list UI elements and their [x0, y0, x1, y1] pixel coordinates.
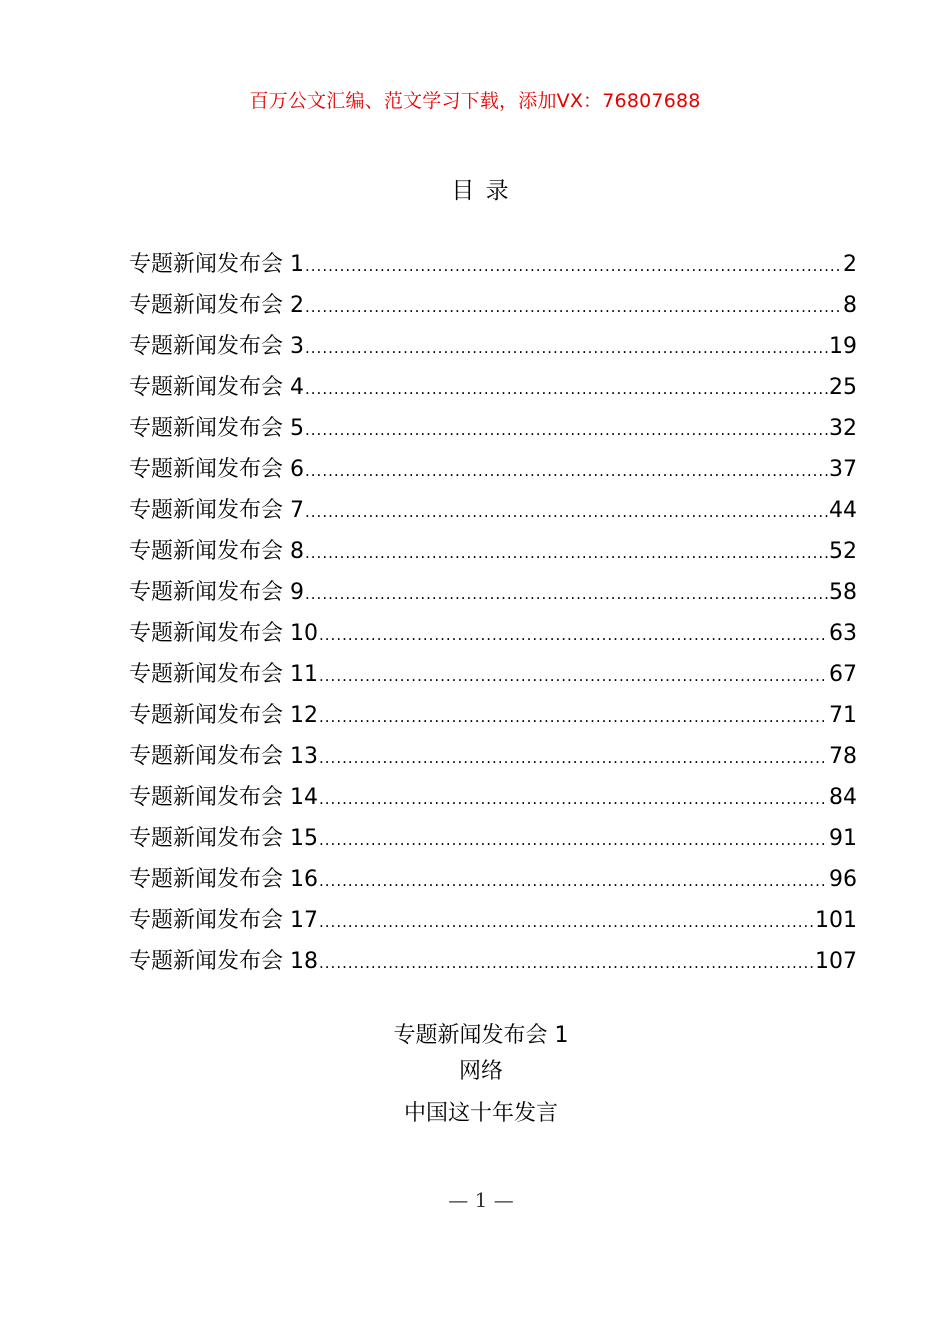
toc-entry[interactable]: [129, 905, 857, 946]
toc-page-number: 71: [829, 703, 857, 728]
toc-page-number: 91: [829, 826, 857, 851]
toc-entry-number: 9: [290, 580, 305, 605]
toc-page-number: 32: [829, 416, 857, 441]
toc-page-number: 101: [815, 908, 857, 933]
toc-dot-leader: [305, 414, 828, 446]
page-number: — 1 —: [448, 1188, 514, 1212]
toc-page-number: 58: [829, 580, 857, 605]
toc-page-number: 84: [829, 785, 857, 810]
toc-entry-label: 专题新闻发布会: [129, 867, 284, 892]
toc-entry-label: 专题新闻发布会: [129, 580, 284, 605]
toc-entry-label: 专题新闻发布会: [129, 416, 284, 441]
toc-entry-label: 专题新闻发布会: [129, 457, 284, 482]
toc-page-number: 2: [843, 252, 857, 277]
toc-entry-label: 专题新闻发布会: [129, 539, 284, 564]
toc-dot-leader: [319, 742, 828, 774]
toc-entry[interactable]: [129, 249, 857, 290]
toc-entry-label: 专题新闻发布会: [129, 621, 284, 646]
toc-entry-number: 2: [290, 293, 305, 318]
toc-entry-label: 专题新闻发布会: [129, 744, 284, 769]
toc-page-number: 44: [829, 498, 857, 523]
toc-entry-number: 5: [290, 416, 305, 441]
toc-entry[interactable]: [129, 290, 857, 331]
toc-entry-label: 专题新闻发布会: [129, 785, 284, 810]
toc-dot-leader: [319, 824, 828, 856]
toc-entry-number: 12: [290, 703, 319, 728]
toc-dot-leader: [305, 455, 828, 487]
toc-entry-number: 6: [290, 457, 305, 482]
toc-page-number: 8: [843, 293, 857, 318]
toc-entry-label: 专题新闻发布会: [129, 293, 284, 318]
toc-entry-number: 1: [290, 252, 305, 277]
toc-entry-number: 13: [290, 744, 319, 769]
toc-page-number: 67: [829, 662, 857, 687]
toc-dot-leader: [305, 291, 842, 323]
toc-page-number: 63: [829, 621, 857, 646]
toc-dot-leader: [319, 783, 828, 815]
toc-entry[interactable]: [129, 372, 857, 413]
toc-entry-label: 专题新闻发布会: [129, 334, 284, 359]
toc-page-number: 52: [829, 539, 857, 564]
toc-dot-leader: [319, 619, 828, 651]
toc-entry[interactable]: [129, 741, 857, 782]
toc-page-number: 96: [829, 867, 857, 892]
toc-entry[interactable]: [129, 782, 857, 823]
toc-entry[interactable]: [129, 536, 857, 577]
toc-entry-number: 8: [290, 539, 305, 564]
toc-dot-leader: [319, 660, 828, 692]
toc-dot-leader: [305, 537, 828, 569]
toc-dot-leader: [305, 373, 828, 405]
toc-entry[interactable]: [129, 454, 857, 495]
toc-entry-number: 4: [290, 375, 305, 400]
toc-page-number: 107: [815, 949, 857, 974]
toc-page-number: 37: [829, 457, 857, 482]
toc-entry-number: 10: [290, 621, 319, 646]
toc-entry-label: 专题新闻发布会: [129, 826, 284, 851]
toc-page-number: 25: [829, 375, 857, 400]
toc-entry-number: 3: [290, 334, 305, 359]
toc-dot-leader: [319, 701, 828, 733]
section-heading: 中国这十年发言: [403, 1101, 558, 1126]
toc-dot-leader: [319, 865, 828, 897]
toc-entry[interactable]: [129, 413, 857, 454]
section-subtitle: 网络: [458, 1059, 503, 1084]
toc-entry[interactable]: [129, 495, 857, 536]
toc-entry[interactable]: [129, 618, 857, 659]
toc-dot-leader: [305, 578, 828, 610]
toc-entry-label: 专题新闻发布会: [129, 949, 284, 974]
toc-entry-number: 11: [290, 662, 319, 687]
toc-entry-label: 专题新闻发布会: [129, 908, 284, 933]
toc-dot-leader: [305, 332, 828, 364]
toc-entry-number: 15: [290, 826, 319, 851]
toc-entry[interactable]: [129, 331, 857, 372]
toc-entry[interactable]: [129, 864, 857, 905]
toc-entry[interactable]: [129, 577, 857, 618]
toc-page-number: 19: [829, 334, 857, 359]
toc-entry-number: 14: [290, 785, 319, 810]
download-banner: 百万公文汇编、范文学习下载，添加VX：76807688: [249, 90, 701, 112]
toc-dot-leader: [319, 906, 814, 938]
toc-dot-leader: [319, 947, 814, 979]
toc-entry-number: 17: [290, 908, 319, 933]
toc-dot-leader: [305, 496, 828, 528]
toc-entry-label: 专题新闻发布会: [129, 375, 284, 400]
toc-entry-number: 18: [290, 949, 319, 974]
toc-page-number: 78: [829, 744, 857, 769]
toc-entry[interactable]: [129, 700, 857, 741]
section-title: 专题新闻发布会 1: [393, 1023, 569, 1048]
toc-entry-label: 专题新闻发布会: [129, 703, 284, 728]
toc-entry[interactable]: [129, 946, 857, 987]
toc-entry[interactable]: [129, 659, 857, 700]
toc-dot-leader: [305, 250, 842, 282]
toc-entry-number: 16: [290, 867, 319, 892]
toc-title: 目 录: [451, 178, 511, 204]
toc-entry-number: 7: [290, 498, 305, 523]
table-of-contents: [129, 249, 857, 987]
toc-entry-label: 专题新闻发布会: [129, 252, 284, 277]
toc-entry[interactable]: [129, 823, 857, 864]
toc-entry-label: 专题新闻发布会: [129, 662, 284, 687]
toc-entry-label: 专题新闻发布会: [129, 498, 284, 523]
